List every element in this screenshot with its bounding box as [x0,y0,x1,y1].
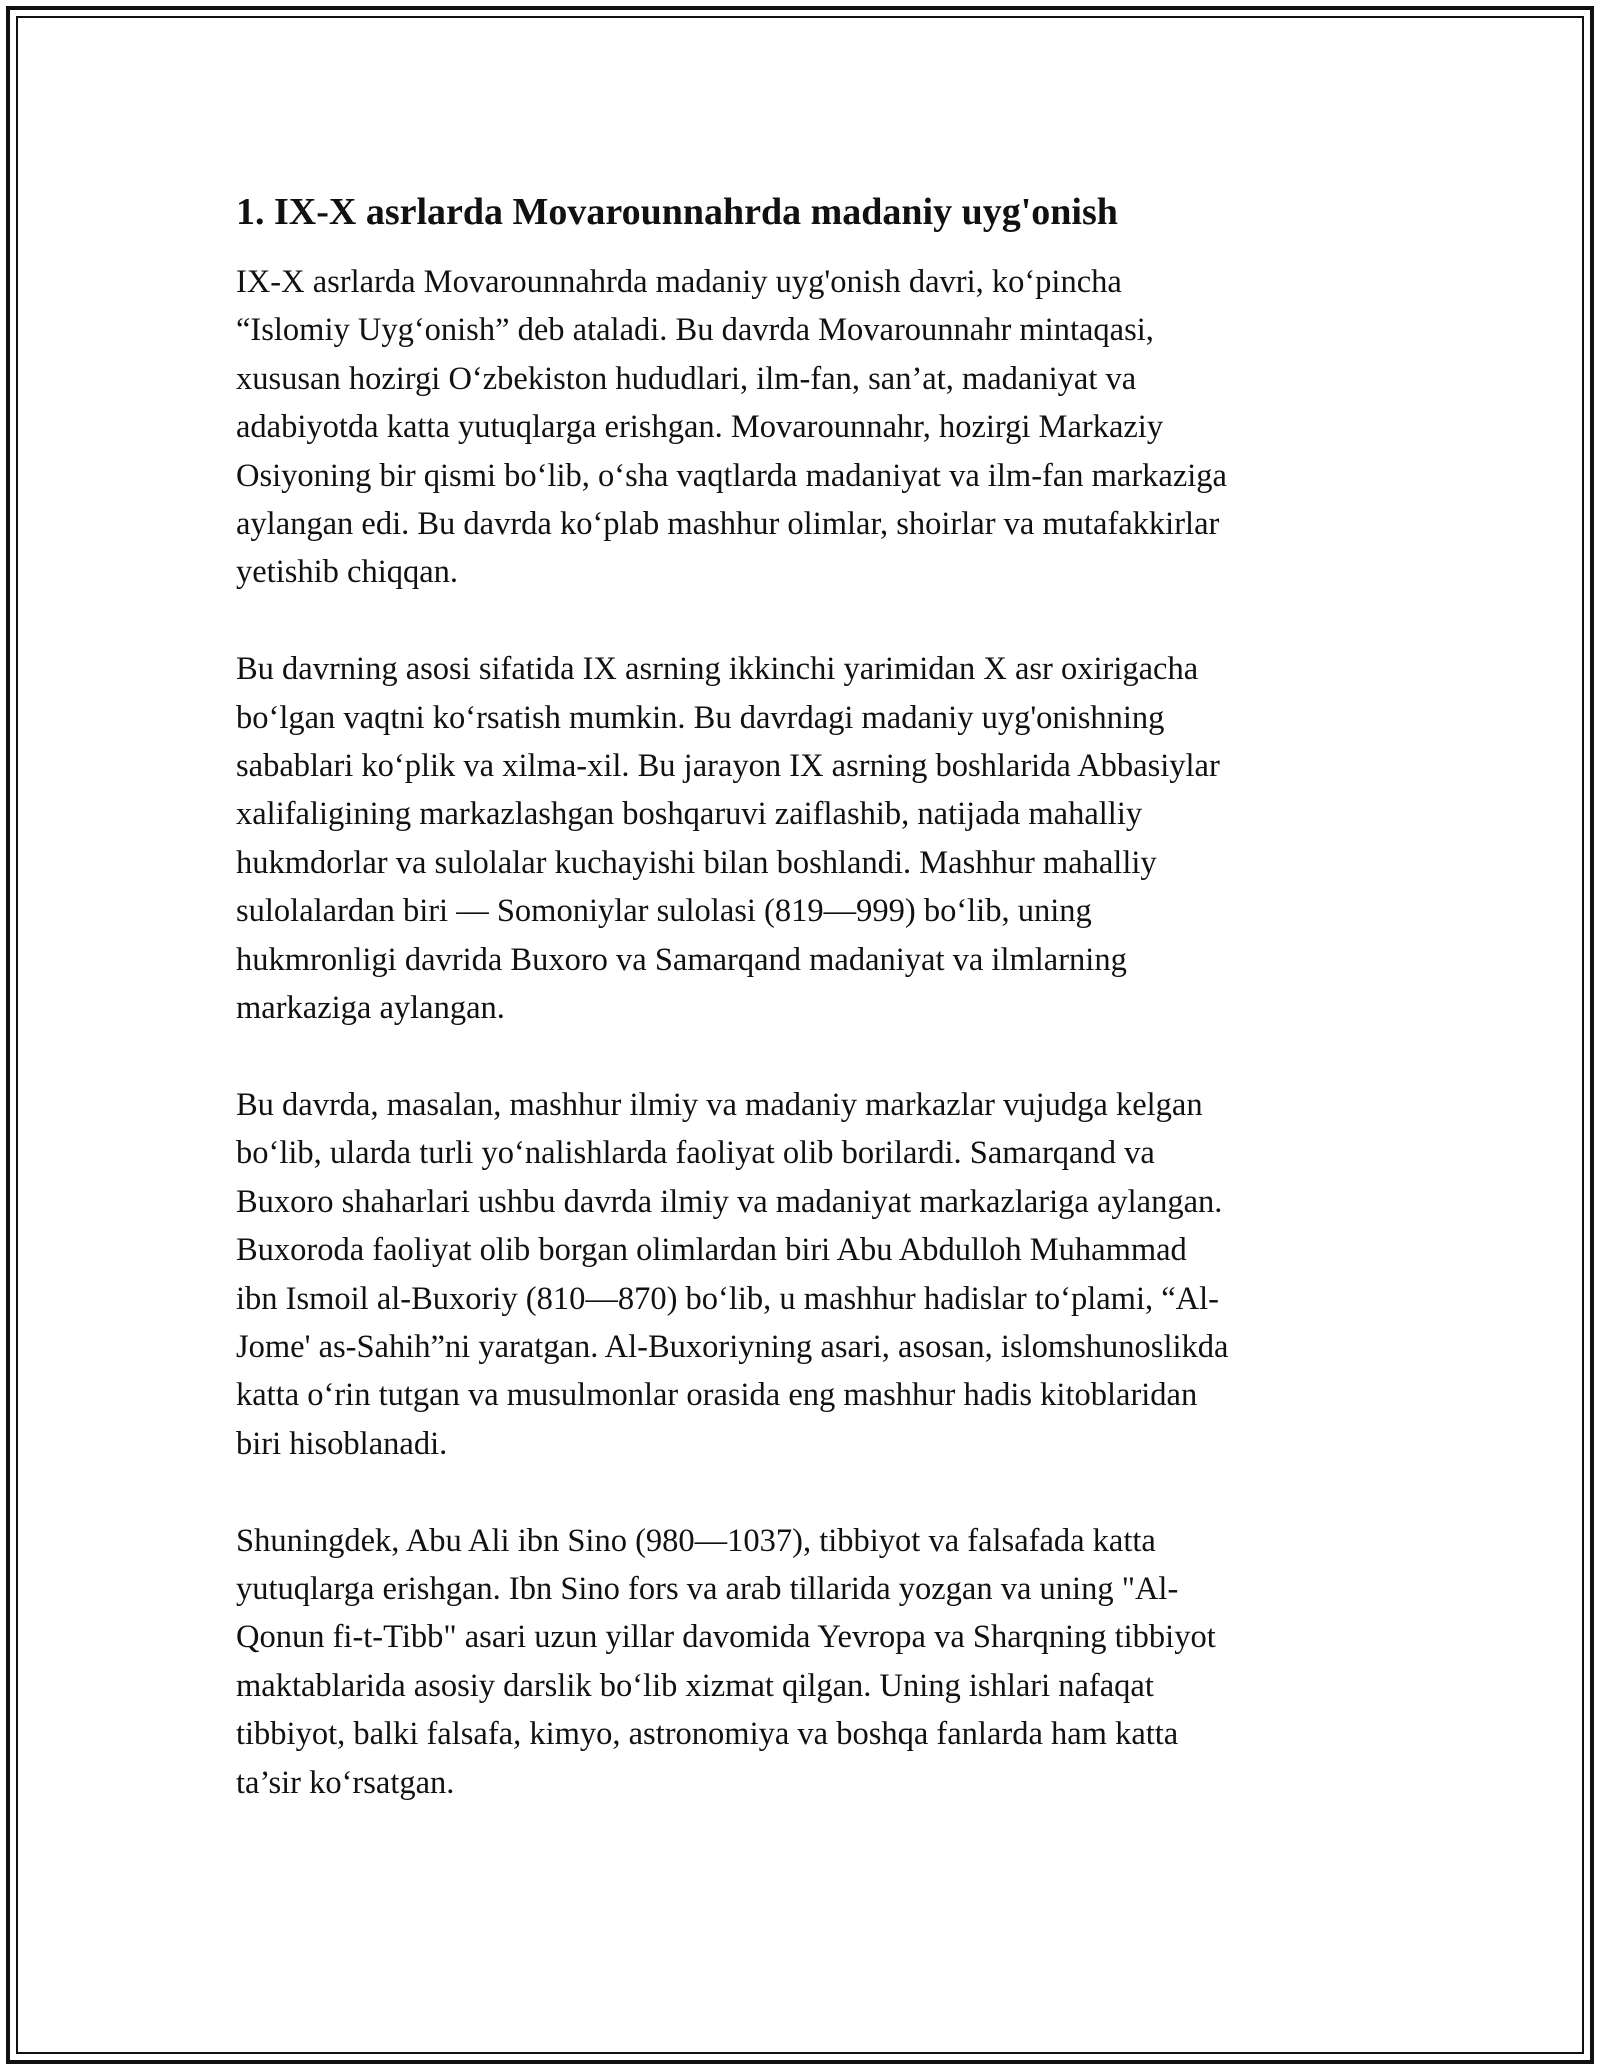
paragraph-line: bo‘lgan vaqtni ko‘rsatish mumkin. Bu davrdagi madaniy uyg'onishning [236,699,1165,736]
paragraph-line: Jome' as-Sahih”ni yaratgan. Al-Buxoriyning asari, asosan, islomshunoslikda [236,1328,1229,1365]
document-body [236,186,1366,1855]
paragraph-line: markaziga aylangan. [236,990,505,1027]
paragraph-line: ta’sir ko‘rsatgan. [236,1764,455,1801]
paragraph-line: Shuningdek, Abu Ali ibn Sino (980—1037), tibbiyot va falsafada katta [236,1522,1156,1559]
paragraph-2 [236,645,1366,1032]
paragraph-3 [236,1081,1366,1468]
paragraph-line: aylangan edi. Bu davrda ko‘plab mashhur olimlar, shoirlar va mutafakkirlar [236,506,1220,543]
paragraph-line: yutuqlarga erishgan. Ibn Sino fors va arab tillarida yozgan va uning "Al- [236,1570,1179,1607]
paragraph-line: sulolalardan biri — Somoniylar sulolasi (819—999) bo‘lib, uning [236,893,1092,930]
paragraph-line: maktablarida asosiy darslik bo‘lib xizmat qilgan. Uning ishlari nafaqat [236,1667,1154,1704]
paragraph-line: xalifaligining markazlashgan boshqaruvi zaiflashib, natijada mahalliy [236,796,1143,833]
paragraph-4 [236,1517,1366,1807]
paragraph-line: bo‘lib, ularda turli yo‘nalishlarda faoliyat olib borilardi. Samarqand va [236,1135,1155,1172]
section-heading: 1. IX-X asrlarda Movarounnahrda madaniy uyg'onish [236,191,1118,233]
paragraph-line: “Islomiy Uyg‘onish” deb ataladi. Bu davrda Movarounnahr mintaqasi, [236,312,1154,349]
paragraph-line: Bu davrning asosi sifatida IX asrning ikkinchi yarimidan X asr oxirigacha [236,651,1199,688]
paragraph-line: Qonun fi-t-Tibb" asari uzun yillar davomida Yevropa va Sharqning tibbiyot [236,1619,1216,1656]
paragraph-line: xususan hozirgi O‘zbekiston hududlari, ilm-fan, san’at, madaniyat va [236,360,1137,397]
paragraph-line: adabiyotda katta yutuqlarga erishgan. Movarounnahr, hozirgi Markaziy [236,409,1164,446]
paragraph-1 [236,258,1366,597]
paragraph-line: katta o‘rin tutgan va musulmonlar orasida eng mashhur hadis kitoblaridan [236,1377,1198,1414]
paragraph-line: Buxoroda faoliyat olib borgan olimlardan biri Abu Abdulloh Muhammad [236,1232,1187,1269]
paragraph-line: Buxoro shaharlari ushbu davrda ilmiy va madaniyat markazlariga aylangan. [236,1183,1223,1220]
paragraph-line: sabablari ko‘plik va xilma-xil. Bu jarayon IX asrning boshlarida Abbasiylar [236,748,1220,785]
paragraph-line: tibbiyot, balki falsafa, kimyo, astronomiya va boshqa fanlarda ham katta [236,1716,1179,1753]
paragraph-line: hukmdorlar va sulolalar kuchayishi bilan boshlandi. Mashhur mahalliy [236,844,1157,881]
paragraph-line: Osiyoning bir qismi bo‘lib, o‘sha vaqtlarda madaniyat va ilm-fan markaziga [236,457,1227,494]
paragraph-line: IX-X asrlarda Movarounnahrda madaniy uyg'onish davri, ko‘pincha [236,264,1122,300]
paragraph-line: hukmronligi davrida Buxoro va Samarqand madaniyat va ilmlarning [236,941,1127,978]
paragraph-line: ibn Ismoil al-Buxoriy (810—870) bo‘lib, u mashhur hadislar to‘plami, “Al- [236,1280,1219,1317]
paragraph-line: biri hisoblanadi. [236,1425,448,1462]
paragraph-line: yetishib chiqqan. [236,554,459,591]
paragraph-line: Bu davrda, masalan, mashhur ilmiy va madaniy markazlar vujudga kelgan [236,1086,1203,1123]
